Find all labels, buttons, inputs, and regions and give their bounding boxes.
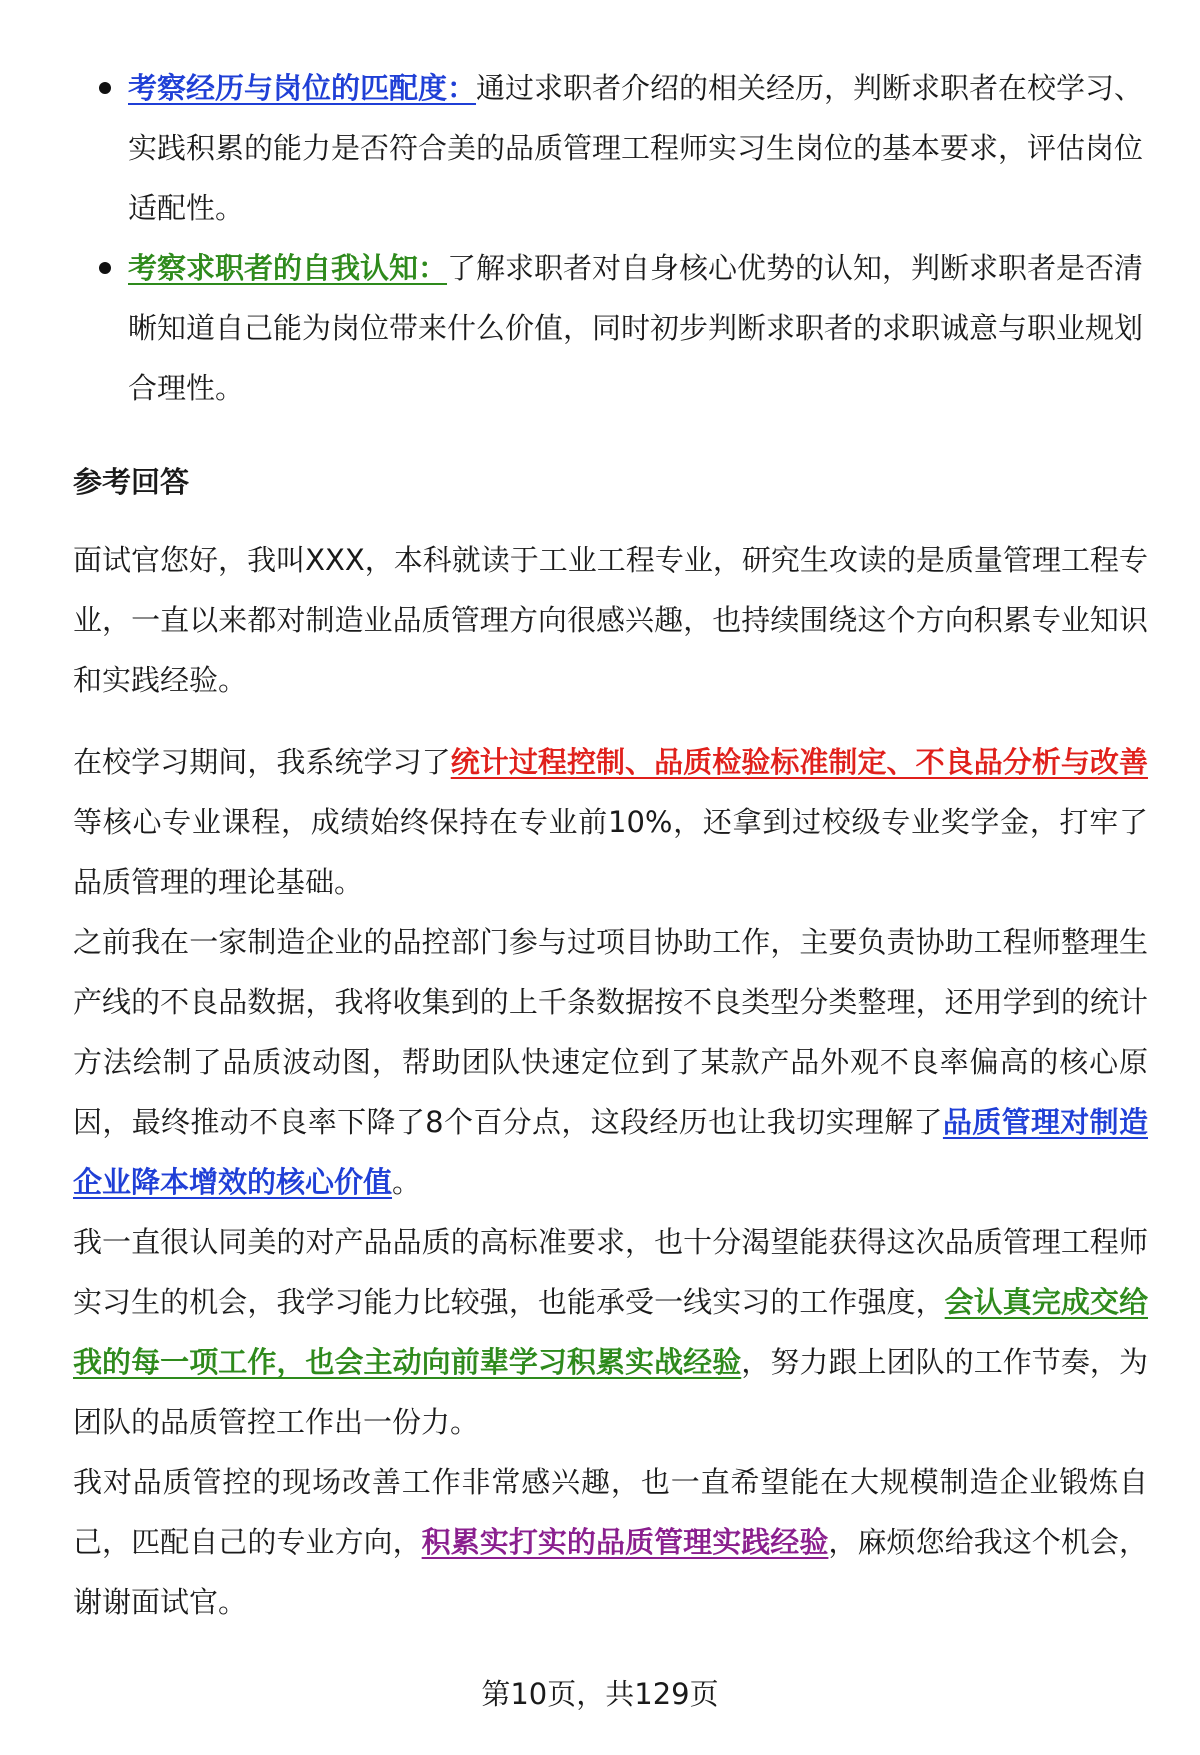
evaluation-points-list [73,58,1148,418]
answer-paragraph-experience [73,912,1148,1212]
answer-paragraph-study [73,732,1148,912]
bullet-dot-icon [99,262,111,274]
highlight-commitment: 会认真完成交给我的每一项工作，也会主动向前辈学习积累实战经验 [73,1285,1148,1379]
highlight-core-value: 品质管理对制造企业降本增效的核心价值 [73,1105,1148,1199]
bullet-dot-icon [99,82,111,94]
answer-paragraph-motivation [73,1212,1148,1452]
highlight-practice: 积累实打实的品质管理实践经验 [421,1525,829,1559]
paragraph-text: ，麻烦您给我这个机会，谢谢面试官。 [73,1525,1148,1619]
bullet-item-self-awareness [73,238,1148,418]
paragraph-text: 在校学习期间，我系统学习了 [73,745,451,779]
answer-paragraph-closing [73,1452,1148,1632]
answer-paragraph-intro: 面试官您好，我叫XXX，本科就读于工业工程专业，研究生攻读的是质量管理工程专业，一直以来都对制造业品质管理方向很感兴趣，也持续围绕这个方向积累专业知识和实践经验。 [73,543,1148,697]
paragraph-text: 等核心专业课程，成绩始终保持在专业前10%，还拿到过校级专业奖学金，打牢了品质管理的理论基础。 [73,805,1148,899]
section-title: 参考回答 [73,465,190,499]
bullet-heading: 考察经历与岗位的匹配度： [128,71,477,105]
bullet-item-experience-match [73,58,1148,238]
bullet-heading: 考察求职者的自我认知： [128,251,448,285]
paragraph-text: 我一直很认同美的对产品品质的高标准要求，也十分渴望能获得这次品质管理工程师实习生的机会，我学习能力比较强，也能承受一线实习的工作强度， [73,1225,1148,1319]
bullet-text: 通过求职者介绍的相关经历，判断求职者在校学习、实践积累的能力是否符合美的品质管理工程师实习生岗位的基本要求，评估岗位适配性。 [128,71,1144,225]
bullet-text: 了解求职者对自身核心优势的认知，判断求职者是否清晰知道自己能为岗位带来什么价值，同时初步判断求职者的求职诚意与职业规划合理性。 [128,251,1144,405]
paragraph-text: 。 [392,1165,422,1199]
highlight-courses: 统计过程控制、品质检验标准制定、不良品分析与改善 [450,745,1148,779]
paragraph-text: ，努力跟上团队的工作节奏，为团队的品质管控工作出一份力。 [73,1345,1148,1439]
paragraph-text: 我对品质管控的现场改善工作非常感兴趣，也一直希望能在大规模制造企业锻炼自己，匹配自己的专业方向， [73,1465,1148,1559]
page-content [73,58,1148,1632]
page-number-footer: 第10页，共129页 [481,1677,719,1711]
paragraph-text: 之前我在一家制造企业的品控部门参与过项目协助工作，主要负责协助工程师整理生产线的不良品数据，我将收集到的上千条数据按不良类型分类整理，还用学到的统计方法绘制了品质波动图，帮助团队快速定位到了某款产品外观不良率偏高的核心原因，最终推动不良率下降了8个百分点，这段经历也让我切实理解了 [73,925,1148,1139]
